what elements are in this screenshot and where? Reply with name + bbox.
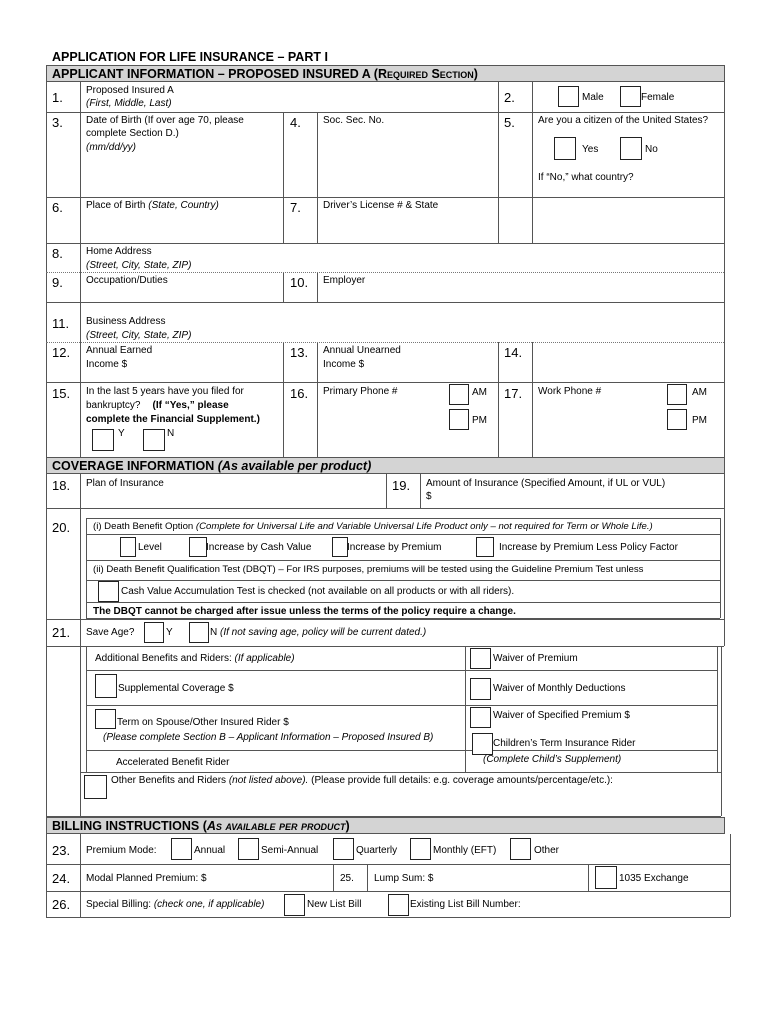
mode-quarterly-checkbox[interactable] (333, 838, 354, 860)
field-11-number: 11. (52, 316, 70, 331)
modal-planned-premium-label: Modal Planned Premium: $ (86, 873, 207, 884)
employer-label: Employer (323, 275, 366, 286)
mode-other-label: Other (534, 845, 560, 856)
annual-earned-label-line2: Income $ (86, 359, 128, 370)
new-list-bill-checkbox[interactable] (284, 894, 305, 916)
dbo-cash-value-checkbox[interactable] (189, 537, 207, 557)
coverage-section-header (46, 457, 725, 474)
other-benefits-label: Other Benefits and Riders (not listed above). (Please provide full details: e.g. coverage amounts/percentage/etc.): (111, 775, 613, 786)
dbo-premium-less-policy-checkbox[interactable] (476, 537, 494, 557)
annual-unearned-label-line2: Income $ (323, 359, 365, 370)
waiver-specified-premium-checkbox[interactable] (470, 707, 491, 728)
field-9-number: 9. (52, 275, 63, 290)
field-2-number: 2. (504, 90, 515, 105)
billing-section-header (46, 817, 725, 834)
bankruptcy-no-label: N (167, 428, 175, 439)
dob-label-line1: Date of Birth (If over age 70, please (86, 115, 244, 126)
proposed-insured-label: Proposed Insured A (86, 85, 174, 96)
exchange-1035-label: 1035 Exchange (619, 873, 689, 884)
mode-semi-annual-checkbox[interactable] (238, 838, 259, 860)
place-of-birth-label: Place of Birth (State, Country) (86, 200, 219, 211)
field-17-number: 17. (504, 386, 523, 401)
save-age-yes-label: Y (166, 627, 173, 638)
amount-of-insurance-dollar: $ (426, 491, 432, 502)
field-13-number: 13. (290, 345, 309, 360)
drivers-license-label: Driver’s License # & State (323, 200, 439, 211)
mode-annual-label: Annual (194, 845, 226, 856)
dbqt-label: (ii) Death Benefit Qualification Test (DBQT) – For IRS purposes, premiums will be tested using the Guideline Premium Test unless (93, 564, 644, 575)
field-7-number: 7. (290, 200, 301, 215)
field-25-number: 25. (340, 873, 354, 884)
field-10-number: 10. (290, 275, 309, 290)
term-spouse-note: (Please complete Section B – Applicant Information – Proposed Insured B) (103, 732, 434, 743)
supplemental-coverage-label: Supplemental Coverage $ (118, 683, 234, 694)
work-phone-pm-checkbox[interactable] (667, 409, 687, 430)
bankruptcy-label-line2: bankruptcy? (If “Yes,” please (86, 400, 229, 411)
dbqt-note: The DBQT cannot be charged after issue unless the terms of the policy require a change. (93, 606, 516, 617)
field-23-number: 23. (52, 843, 71, 858)
dbo-premium-checkbox[interactable] (332, 537, 348, 557)
special-billing-label: Special Billing: (check one, if applicable) (86, 899, 265, 910)
mode-monthly-eft-checkbox[interactable] (410, 838, 431, 860)
field-8-number: 8. (52, 246, 63, 261)
male-label: Male (582, 92, 604, 103)
female-label: Female (641, 92, 675, 103)
plan-of-insurance-label: Plan of Insurance (86, 478, 164, 489)
female-checkbox[interactable] (620, 86, 641, 107)
accelerated-benefit-label: Accelerated Benefit Rider (116, 757, 230, 768)
bankruptcy-no-checkbox[interactable] (143, 429, 165, 451)
exchange-1035-checkbox[interactable] (595, 866, 617, 889)
field-21-number: 21. (52, 625, 71, 640)
billing-header-text: BILLING INSTRUCTIONS (As available per product) (52, 819, 350, 833)
primary-phone-am-label: AM (472, 387, 487, 398)
annual-earned-label-line1: Annual Earned (86, 345, 153, 356)
bankruptcy-yes-label: Y (118, 428, 125, 439)
primary-phone-pm-checkbox[interactable] (449, 409, 469, 430)
supplemental-coverage-checkbox[interactable] (95, 674, 117, 698)
applicant-section-header (46, 65, 725, 82)
ssn-label: Soc. Sec. No. (323, 115, 385, 126)
save-age-label: Save Age? (86, 627, 135, 638)
field-3-number: 3. (52, 115, 63, 130)
male-checkbox[interactable] (558, 86, 579, 107)
business-address-label: Business Address (86, 316, 166, 327)
occupation-label: Occupation/Duties (86, 275, 168, 286)
lump-sum-label: Lump Sum: $ (374, 873, 434, 884)
new-list-bill-label: New List Bill (307, 899, 362, 910)
death-benefit-option-label: (i) Death Benefit Option (Complete for Universal Life and Variable Universal Life Product only – not required for Term or Whole Life.) (93, 521, 653, 532)
citizen-label: Are you a citizen of the United States? (538, 115, 709, 126)
field-24-number: 24. (52, 871, 71, 886)
save-age-no-checkbox[interactable] (189, 622, 209, 643)
mode-annual-checkbox[interactable] (171, 838, 192, 860)
dbo-premium-label: Increase by Premium (347, 542, 442, 553)
waiver-specified-premium-label: Waiver of Specified Premium $ (493, 710, 630, 721)
citizen-no-label: No (645, 144, 658, 155)
term-spouse-checkbox[interactable] (95, 709, 116, 729)
save-age-yes-checkbox[interactable] (144, 622, 164, 643)
citizen-no-checkbox[interactable] (620, 137, 642, 160)
other-benefits-checkbox[interactable] (84, 775, 107, 799)
field-4-number: 4. (290, 115, 301, 130)
cvat-checkbox[interactable] (98, 581, 119, 602)
field-16-number: 16. (290, 386, 309, 401)
mode-other-checkbox[interactable] (510, 838, 531, 860)
bankruptcy-yes-checkbox[interactable] (92, 429, 114, 451)
field-1-number: 1. (52, 90, 63, 105)
work-phone-am-label: AM (692, 387, 707, 398)
premium-mode-label: Premium Mode: (86, 845, 157, 856)
dob-hint: (mm/dd/yy) (86, 142, 136, 153)
cvat-label: Cash Value Accumulation Test is checked (not available on all products or with all riders). (121, 586, 515, 597)
childrens-term-label: Children’s Term Insurance Rider (493, 738, 636, 749)
dbo-cash-value-label: Increase by Cash Value (206, 542, 312, 553)
dbo-level-checkbox[interactable] (120, 537, 136, 557)
amount-of-insurance-label: Amount of Insurance (Specified Amount, if UL or VUL) (426, 478, 666, 489)
field-15-number: 15. (52, 386, 71, 401)
existing-list-bill-checkbox[interactable] (388, 894, 409, 916)
mode-semi-annual-label: Semi-Annual (261, 845, 319, 856)
bankruptcy-label-line3: complete the Financial Supplement.) (86, 414, 260, 425)
waiver-of-premium-label: Waiver of Premium (493, 653, 578, 664)
home-address-label: Home Address (86, 246, 152, 257)
form-title: APPLICATION FOR LIFE INSURANCE – PART I (52, 50, 328, 64)
field-12-number: 12. (52, 345, 71, 360)
field-6-number: 6. (52, 200, 63, 215)
primary-phone-pm-label: PM (472, 415, 487, 426)
field-20-number: 20. (52, 520, 71, 535)
waiver-monthly-deductions-checkbox[interactable] (470, 678, 491, 700)
field-26-number: 26. (52, 897, 71, 912)
proposed-insured-hint: (First, Middle, Last) (86, 98, 172, 109)
field-19-number: 19. (392, 478, 411, 493)
childrens-term-checkbox[interactable] (472, 733, 493, 755)
mode-quarterly-label: Quarterly (356, 845, 398, 856)
citizen-yes-checkbox[interactable] (554, 137, 576, 160)
business-address-hint: (Street, City, State, ZIP) (86, 330, 192, 341)
work-phone-label: Work Phone # (538, 386, 602, 397)
primary-phone-am-checkbox[interactable] (449, 384, 469, 405)
mode-monthly-eft-label: Monthly (EFT) (433, 845, 497, 856)
annual-unearned-label-line1: Annual Unearned (323, 345, 401, 356)
work-phone-am-checkbox[interactable] (667, 384, 687, 405)
coverage-header-text: COVERAGE INFORMATION (As available per product) (52, 459, 372, 473)
existing-list-bill-label: Existing List Bill Number: (410, 899, 521, 910)
citizen-yes-label: Yes (582, 144, 599, 155)
dbo-premium-less-policy-label: Increase by Premium Less Policy Factor (499, 542, 678, 553)
field-18-number: 18. (52, 478, 71, 493)
field-14-number: 14. (504, 345, 523, 360)
home-address-hint: (Street, City, State, ZIP) (86, 260, 192, 271)
bankruptcy-label-line1: In the last 5 years have you filed for (86, 386, 244, 397)
dbo-level-label: Level (138, 542, 162, 553)
work-phone-pm-label: PM (692, 415, 707, 426)
term-spouse-label: Term on Spouse/Other Insured Rider $ (117, 717, 289, 728)
field-5-number: 5. (504, 115, 515, 130)
waiver-of-premium-checkbox[interactable] (470, 648, 491, 669)
applicant-header-text: APPLICANT INFORMATION – PROPOSED INSURED A (Required Section) (52, 67, 478, 81)
waiver-monthly-deductions-label: Waiver of Monthly Deductions (493, 683, 626, 694)
primary-phone-label: Primary Phone # (323, 386, 398, 397)
if-no-country-label: If “No,” what country? (538, 172, 634, 183)
dob-label-line2: complete Section D.) (86, 128, 179, 139)
save-age-no-label: N (If not saving age, policy will be current dated.) (210, 627, 427, 638)
additional-benefits-label: Additional Benefits and Riders: (If applicable) (95, 653, 295, 664)
childrens-term-note: (Complete Child’s Supplement) (483, 754, 622, 765)
